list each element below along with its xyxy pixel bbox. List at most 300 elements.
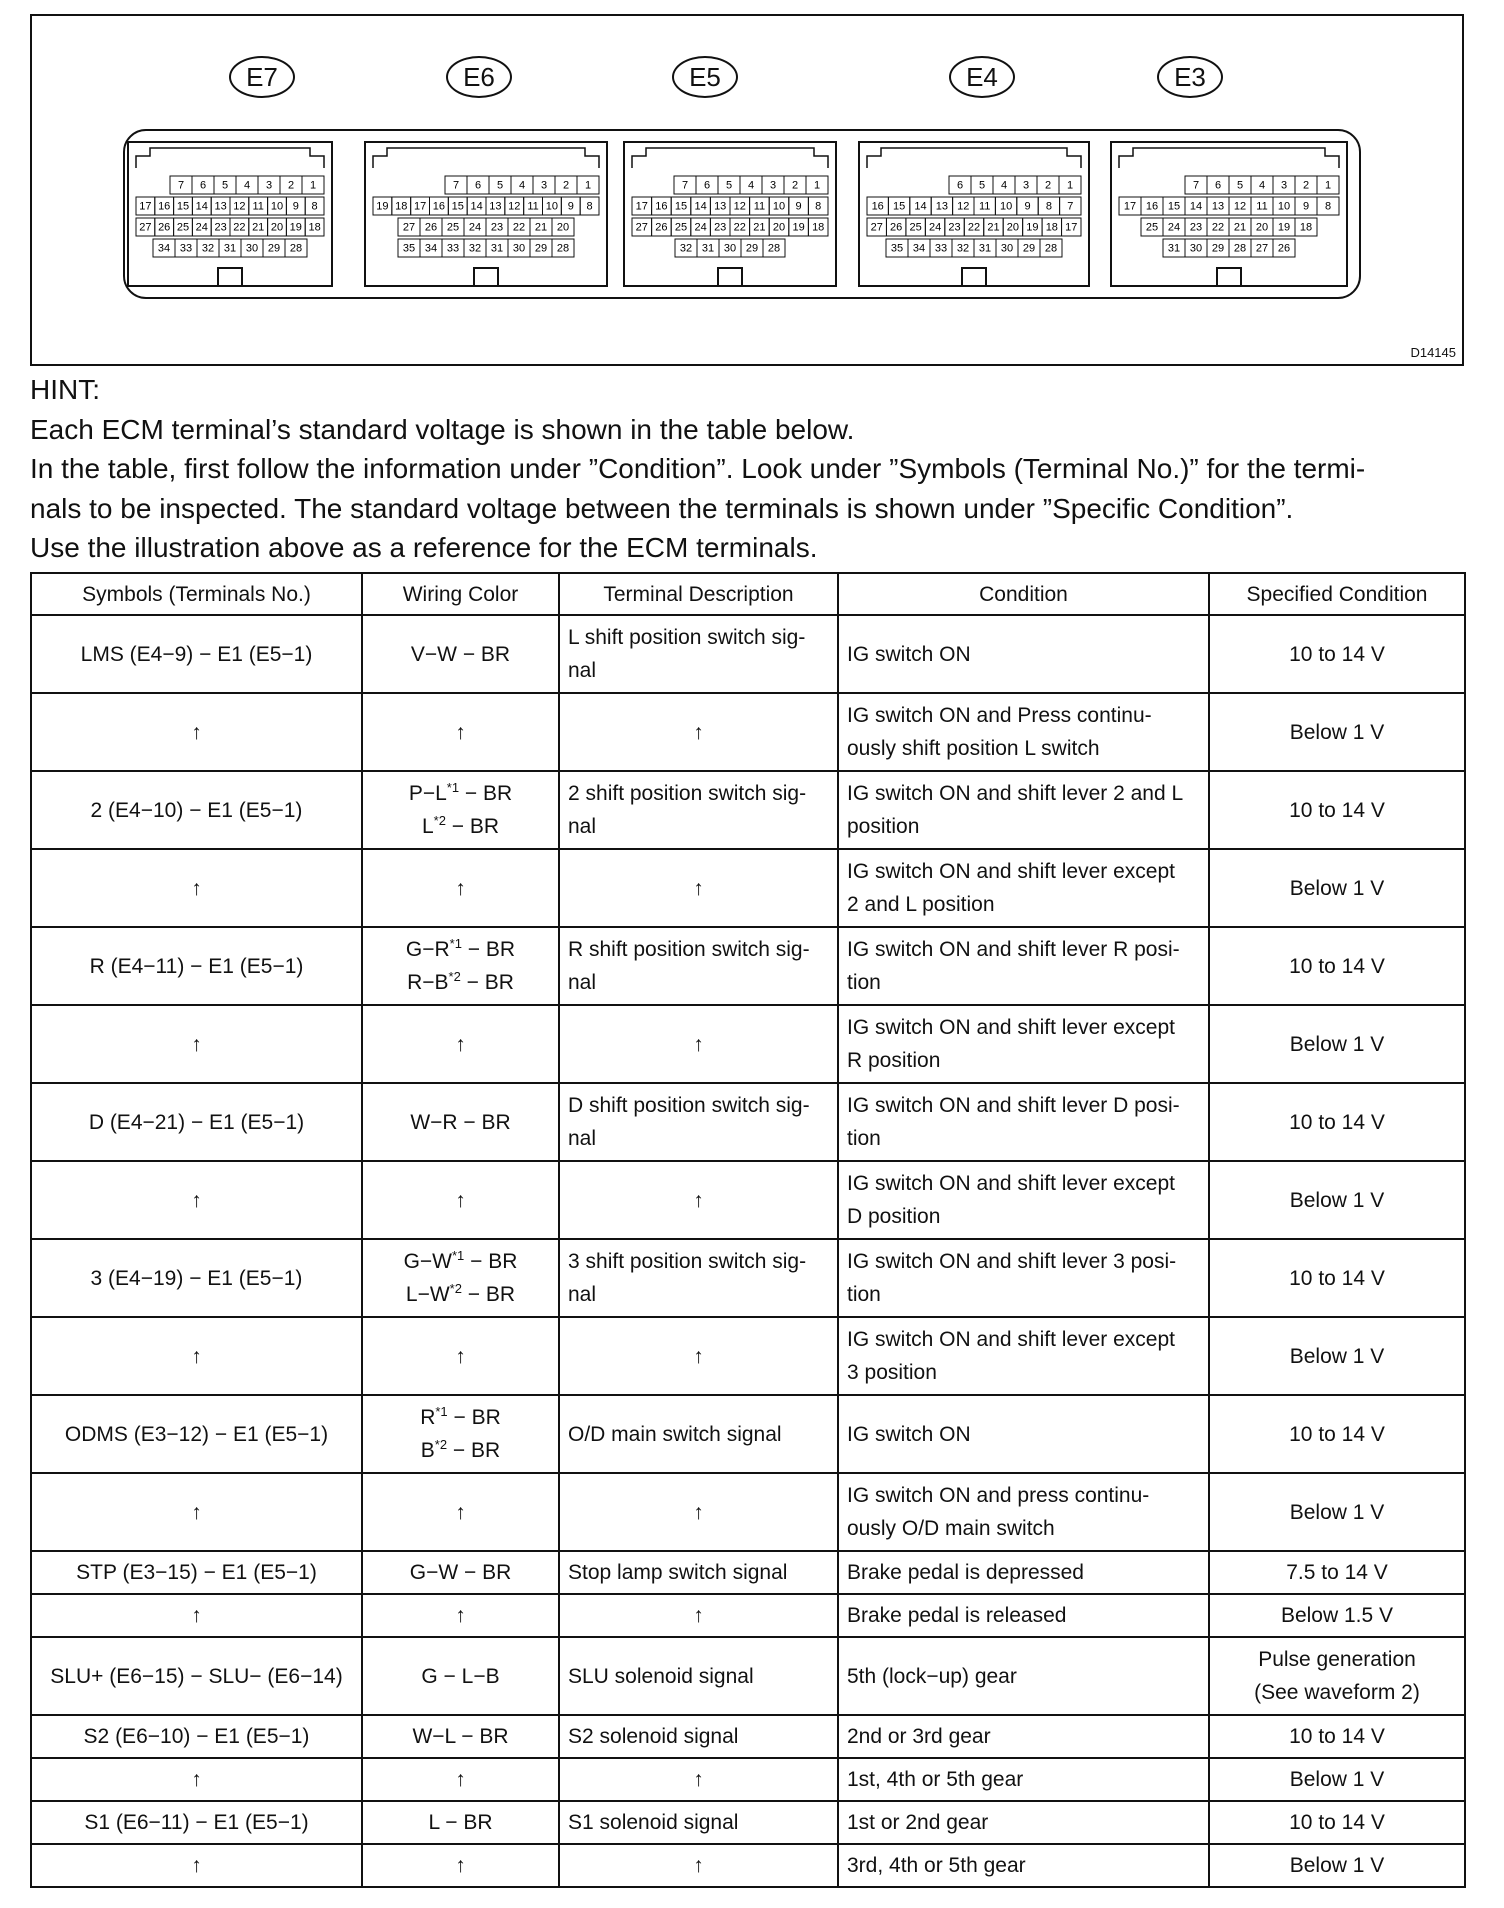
pin-number: 4 <box>1258 179 1266 192</box>
connector-label-e7: E7 <box>229 56 295 98</box>
connector-e4 <box>859 142 1089 286</box>
cell-terminal-description: Stop lamp switch signal <box>559 1551 838 1594</box>
pin-number: 28 <box>767 242 781 255</box>
cell-wiring-color: ↑ <box>362 1758 559 1801</box>
pin-number: 12 <box>508 200 521 213</box>
cell-specified-condition: Below 1 V <box>1209 1317 1465 1395</box>
pin-number: 20 <box>772 221 786 234</box>
cell-symbols: STP (E3−15) − E1 (E5−1) <box>31 1551 362 1594</box>
pin-number: 30 <box>723 242 737 255</box>
cell-symbols: D (E4−21) − E1 (E5−1) <box>31 1083 362 1161</box>
pin-number: 5 <box>978 179 986 192</box>
wiring-color-code: G−R <box>405 938 450 961</box>
pin-number: 10 <box>999 200 1013 213</box>
cell-wiring-color <box>362 1395 559 1473</box>
pin-number: 15 <box>674 200 688 213</box>
pin-number: 19 <box>376 200 389 213</box>
pin-number: 28 <box>289 242 303 255</box>
pin-number: 26 <box>424 221 438 234</box>
pin-number: 21 <box>252 221 265 234</box>
pin-number: 23 <box>714 221 727 234</box>
pin-number: 15 <box>451 200 464 213</box>
pin-number: 9 <box>1302 200 1310 213</box>
table-row <box>31 927 1465 1005</box>
cell-terminal-description: L shift position switch sig- nal <box>559 615 838 693</box>
wiring-footnote-mark: *2 <box>434 1437 448 1452</box>
pin-number: 27 <box>1255 242 1269 255</box>
pin-number: 6 <box>703 179 711 192</box>
pin-number: 8 <box>1324 200 1332 213</box>
cell-condition: IG switch ON and shift lever R posi- tion <box>838 927 1209 1005</box>
cell-condition: 1st or 2nd gear <box>838 1801 1209 1844</box>
table-body <box>31 615 1465 1887</box>
pin-number: 23 <box>1189 221 1203 234</box>
wiring-footnote-mark: *1 <box>452 1248 465 1263</box>
cell-symbols: ↑ <box>31 1473 362 1551</box>
pin-number: 34 <box>424 242 438 255</box>
hint-line-3: nals to be inspected. The standard voltage between the terminals is shown under ”Specific Condition”. <box>30 492 1294 524</box>
pin-number: 8 <box>311 200 318 213</box>
wiring-color-code: P−L <box>408 782 447 805</box>
pin-number: 2 <box>287 179 295 192</box>
wiring-footnote-mark: *1 <box>435 1404 448 1419</box>
cell-condition: IG switch ON and shift lever except 3 position <box>838 1317 1209 1395</box>
pin-number: 20 <box>270 221 284 234</box>
pin-number: 11 <box>527 200 539 213</box>
pin-number: 21 <box>987 221 1000 234</box>
pin-number: 17 <box>413 200 427 213</box>
wiring-ground-code: − BR <box>459 782 513 805</box>
hint-line-4: Use the illustration above as a reference for the ECM terminals. <box>30 532 818 563</box>
cell-wiring-color: W−R − BR <box>362 1083 559 1161</box>
cell-terminal-description: R shift position switch sig- nal <box>559 927 838 1005</box>
cell-symbols: SLU+ (E6−15) − SLU− (E6−14) <box>31 1637 362 1715</box>
cell-condition: IG switch ON and press continu- ously O/D main switch <box>838 1473 1209 1551</box>
pin-number: 27 <box>635 221 648 234</box>
pin-number: 10 <box>1277 200 1291 213</box>
pin-number: 22 <box>233 221 246 234</box>
wiring-ground-code: − BR <box>461 1283 516 1306</box>
wiring-color-code: R <box>420 1406 436 1429</box>
pin-number: 16 <box>1145 200 1159 213</box>
cell-terminal-description: S2 solenoid signal <box>559 1715 838 1758</box>
cell-wiring-color: ↑ <box>362 1317 559 1395</box>
pin-number: 14 <box>1189 200 1203 213</box>
pin-number: 26 <box>890 221 903 234</box>
pin-number: 22 <box>733 221 746 234</box>
pin-number: 20 <box>556 221 570 234</box>
cell-condition: IG switch ON and shift lever D posi- tion <box>838 1083 1209 1161</box>
wiring-ground-code: − BR <box>461 938 516 961</box>
table-row <box>31 693 1465 771</box>
cell-symbols: ↑ <box>31 693 362 771</box>
pin-number: 31 <box>1167 242 1181 255</box>
pin-number: 5 <box>725 179 733 192</box>
pin-number: 29 <box>745 242 759 255</box>
connector-label-e6: E6 <box>446 56 512 98</box>
pin-number: 2 <box>1302 179 1310 192</box>
pin-number: 2 <box>1044 179 1052 192</box>
pin-number: 27 <box>402 221 416 234</box>
table-row <box>31 1005 1465 1083</box>
pin-number: 28 <box>1233 242 1247 255</box>
pin-number: 10 <box>270 200 284 213</box>
wiring-color-code: L−W <box>405 1283 450 1306</box>
cell-specified-condition: 10 to 14 V <box>1209 1801 1465 1844</box>
pin-number: 17 <box>1123 200 1137 213</box>
connector-key-slot <box>718 268 742 286</box>
wiring-footnote-mark: *1 <box>446 780 460 795</box>
cell-condition: IG switch ON and shift lever except D position <box>838 1161 1209 1239</box>
pin-number: 7 <box>177 179 185 192</box>
cell-terminal-description: ↑ <box>559 693 838 771</box>
cell-wiring-color: ↑ <box>362 1594 559 1637</box>
pin-number: 10 <box>545 200 559 213</box>
table-row <box>31 1161 1465 1239</box>
connector-e3 <box>1111 142 1347 286</box>
cell-condition: IG switch ON and shift lever except 2 and L position <box>838 849 1209 927</box>
pin-number: 17 <box>139 200 152 213</box>
cell-specified-condition: 10 to 14 V <box>1209 771 1465 849</box>
cell-condition: IG switch ON and shift lever 3 posi- tion <box>838 1239 1209 1317</box>
pin-number: 4 <box>1000 179 1008 192</box>
pin-number: 19 <box>289 221 302 234</box>
pin-number: 23 <box>490 221 504 234</box>
cell-specified-condition: Below 1 V <box>1209 1758 1465 1801</box>
pin-number: 31 <box>223 242 237 255</box>
cell-wiring-color: G−W − BR <box>362 1551 559 1594</box>
pin-number: 11 <box>1256 200 1268 213</box>
cell-terminal-description: 3 shift position switch sig- nal <box>559 1239 838 1317</box>
pin-number: 14 <box>195 200 208 213</box>
wiring-footnote-mark: *2 <box>449 1281 462 1296</box>
wiring-line-b <box>371 966 550 999</box>
pin-number: 22 <box>1211 221 1225 234</box>
pin-number: 33 <box>446 242 460 255</box>
wiring-line-a <box>371 1245 550 1278</box>
pin-number: 32 <box>679 242 693 255</box>
header-wiring-color: Wiring Color <box>362 573 559 615</box>
pin-number: 29 <box>1022 242 1036 255</box>
pin-number: 5 <box>496 179 504 192</box>
table-row <box>31 1083 1465 1161</box>
wiring-line-a <box>371 1401 550 1434</box>
connector-latch <box>632 148 828 168</box>
cell-specified-condition: 10 to 14 V <box>1209 927 1465 1005</box>
pin-number: 6 <box>474 179 482 192</box>
cell-symbols: 3 (E4−19) − E1 (E5−1) <box>31 1239 362 1317</box>
pin-number: 31 <box>701 242 715 255</box>
pin-number: 24 <box>694 221 707 234</box>
pin-number: 3 <box>540 179 548 192</box>
cell-specified-condition: Below 1 V <box>1209 1473 1465 1551</box>
pin-number: 27 <box>139 221 152 234</box>
pin-number: 23 <box>214 221 227 234</box>
table-row <box>31 1239 1465 1317</box>
cell-terminal-description: ↑ <box>559 1844 838 1887</box>
pin-number: 7 <box>1067 200 1074 213</box>
pin-number: 20 <box>1255 221 1269 234</box>
cell-wiring-color: W−L − BR <box>362 1715 559 1758</box>
connector-key-slot <box>962 268 986 286</box>
cell-symbols: S1 (E6−11) − E1 (E5−1) <box>31 1801 362 1844</box>
pin-number: 21 <box>534 221 548 234</box>
pin-number: 29 <box>267 242 281 255</box>
cell-wiring-color: ↑ <box>362 849 559 927</box>
pin-number: 9 <box>1024 200 1031 213</box>
cell-condition: IG switch ON <box>838 615 1209 693</box>
wiring-color-code: G−W <box>403 1250 452 1273</box>
cell-symbols: ↑ <box>31 1594 362 1637</box>
cell-specified-condition: Pulse generation (See waveform 2) <box>1209 1637 1465 1715</box>
wiring-color-code: R−B <box>407 971 449 994</box>
table-row <box>31 615 1465 693</box>
cell-terminal-description: ↑ <box>559 849 838 927</box>
cell-condition: 5th (lock−up) gear <box>838 1637 1209 1715</box>
pin-number: 12 <box>957 200 970 213</box>
cell-specified-condition: 10 to 14 V <box>1209 1083 1465 1161</box>
pin-number: 25 <box>909 221 922 234</box>
pin-number: 9 <box>795 200 802 213</box>
connector-latch <box>373 148 599 168</box>
pin-number: 21 <box>753 221 766 234</box>
pin-number: 7 <box>681 179 689 192</box>
cell-terminal-description: ↑ <box>559 1317 838 1395</box>
hint-section <box>30 370 1470 568</box>
cell-wiring-color <box>362 927 559 1005</box>
pin-number: 2 <box>791 179 799 192</box>
pin-number: 12 <box>1233 200 1247 213</box>
cell-symbols: ODMS (E3−12) − E1 (E5−1) <box>31 1395 362 1473</box>
cell-symbols: ↑ <box>31 1844 362 1887</box>
pin-number: 23 <box>948 221 961 234</box>
header-terminal-description: Terminal Description <box>559 573 838 615</box>
pin-number: 11 <box>978 200 991 213</box>
cell-symbols: ↑ <box>31 1161 362 1239</box>
pin-number: 24 <box>468 221 482 234</box>
pin-number: 25 <box>1145 221 1159 234</box>
header-condition: Condition <box>838 573 1209 615</box>
pin-number: 4 <box>747 179 755 192</box>
table-row <box>31 1317 1465 1395</box>
pin-number: 19 <box>1026 221 1039 234</box>
cell-specified-condition: Below 1 V <box>1209 693 1465 771</box>
pin-number: 10 <box>772 200 786 213</box>
table-row <box>31 1844 1465 1887</box>
connector-label-e4: E4 <box>949 56 1015 98</box>
table-row <box>31 1758 1465 1801</box>
cell-condition: Brake pedal is depressed <box>838 1551 1209 1594</box>
pin-number: 26 <box>1277 242 1291 255</box>
cell-terminal-description: ↑ <box>559 1594 838 1637</box>
wiring-color-code: L <box>421 815 434 838</box>
pin-number: 25 <box>446 221 460 234</box>
cell-condition: 2nd or 3rd gear <box>838 1715 1209 1758</box>
cell-symbols: ↑ <box>31 1005 362 1083</box>
pin-number: 1 <box>813 179 821 192</box>
cell-wiring-color <box>362 1239 559 1317</box>
pin-number: 5 <box>1236 179 1244 192</box>
connector-label-e5: E5 <box>672 56 738 98</box>
cell-wiring-color: ↑ <box>362 1005 559 1083</box>
connector-key-slot <box>218 268 242 286</box>
connector-e6 <box>365 142 607 286</box>
cell-specified-condition: 10 to 14 V <box>1209 1715 1465 1758</box>
pin-number: 19 <box>792 221 805 234</box>
cell-wiring-color: L − BR <box>362 1801 559 1844</box>
pin-number: 30 <box>512 242 526 255</box>
pin-number: 6 <box>199 179 207 192</box>
pin-number: 35 <box>402 242 416 255</box>
pin-number: 28 <box>1044 242 1058 255</box>
cell-symbols: LMS (E4−9) − E1 (E5−1) <box>31 615 362 693</box>
cell-specified-condition: Below 1 V <box>1209 1844 1465 1887</box>
pin-number: 16 <box>655 200 668 213</box>
pin-number: 8 <box>1045 200 1052 213</box>
pin-number: 19 <box>1277 221 1291 234</box>
pin-number: 15 <box>176 200 190 213</box>
pin-number: 1 <box>309 179 317 192</box>
pin-number: 1 <box>1324 179 1332 192</box>
hint-line-2: In the table, first follow the information under ”Condition”. Look under ”Symbols (Terminal No.)” for the termi- <box>30 453 1366 484</box>
pin-number: 13 <box>1211 200 1225 213</box>
pin-number: 7 <box>1192 179 1200 192</box>
pin-number: 4 <box>243 179 251 192</box>
pin-number: 3 <box>265 179 273 192</box>
wiring-ground-code: − BR <box>445 815 500 838</box>
table-row <box>31 1801 1465 1844</box>
cell-specified-condition: Below 1 V <box>1209 1005 1465 1083</box>
table-row <box>31 1637 1465 1715</box>
pin-number: 25 <box>176 221 190 234</box>
pin-number: 14 <box>914 200 927 213</box>
table-row <box>31 771 1465 849</box>
pin-number: 34 <box>157 242 171 255</box>
table-row <box>31 1715 1465 1758</box>
cell-condition: IG switch ON and shift lever except R position <box>838 1005 1209 1083</box>
cell-condition: Brake pedal is released <box>838 1594 1209 1637</box>
cell-symbols: R (E4−11) − E1 (E5−1) <box>31 927 362 1005</box>
wiring-ground-code: − BR <box>447 1439 501 1462</box>
pin-number: 11 <box>252 200 264 213</box>
pin-number: 33 <box>179 242 193 255</box>
pin-number: 29 <box>534 242 548 255</box>
pin-number: 16 <box>871 200 884 213</box>
pin-number: 15 <box>1167 200 1181 213</box>
cell-specified-condition: 7.5 to 14 V <box>1209 1551 1465 1594</box>
cell-terminal-description: D shift position switch sig- nal <box>559 1083 838 1161</box>
connector-key-slot <box>1217 268 1241 286</box>
pin-number: 18 <box>1299 221 1313 234</box>
wiring-ground-code: − BR <box>460 971 514 994</box>
cell-condition: 3rd, 4th or 5th gear <box>838 1844 1209 1887</box>
cell-wiring-color: ↑ <box>362 1844 559 1887</box>
pin-number: 9 <box>567 200 574 213</box>
cell-symbols: 2 (E4−10) − E1 (E5−1) <box>31 771 362 849</box>
wiring-footnote-mark: *2 <box>448 969 461 984</box>
pin-number: 4 <box>518 179 526 192</box>
cell-specified-condition: 10 to 14 V <box>1209 615 1465 693</box>
pin-number: 6 <box>956 179 964 192</box>
table-header-row <box>31 573 1465 615</box>
pin-number: 17 <box>635 200 648 213</box>
pin-number: 1 <box>584 179 592 192</box>
pin-number: 18 <box>1045 221 1058 234</box>
pin-number: 34 <box>912 242 926 255</box>
pin-number: 25 <box>674 221 688 234</box>
pin-number: 31 <box>978 242 992 255</box>
header-specified-condition: Specified Condition <box>1209 573 1465 615</box>
cell-wiring-color: ↑ <box>362 1473 559 1551</box>
cell-terminal-description: O/D main switch signal <box>559 1395 838 1473</box>
pin-number: 28 <box>556 242 570 255</box>
pin-number: 3 <box>1022 179 1030 192</box>
pin-number: 16 <box>432 200 446 213</box>
pin-number: 18 <box>395 200 408 213</box>
ecm-connector-figure <box>30 14 1464 366</box>
pin-number: 2 <box>562 179 570 192</box>
cell-symbols: ↑ <box>31 849 362 927</box>
cell-condition: IG switch ON and Press continu- ously shift position L switch <box>838 693 1209 771</box>
pin-number: 3 <box>1280 179 1288 192</box>
cell-terminal-description: S1 solenoid signal <box>559 1801 838 1844</box>
cell-wiring-color: G − L−B <box>362 1637 559 1715</box>
cell-wiring-color: V−W − BR <box>362 615 559 693</box>
wiring-color-code: B <box>420 1439 435 1462</box>
terminal-voltage-table <box>30 572 1466 1888</box>
table-row <box>31 1594 1465 1637</box>
pin-number: 3 <box>769 179 777 192</box>
cell-wiring-color: ↑ <box>362 1161 559 1239</box>
pin-number: 12 <box>233 200 246 213</box>
cell-condition: 1st, 4th or 5th gear <box>838 1758 1209 1801</box>
hint-line-1: Each ECM terminal’s standard voltage is shown in the table below. <box>30 413 855 445</box>
pin-number: 30 <box>1000 242 1014 255</box>
table-row <box>31 1395 1465 1473</box>
pin-number: 12 <box>733 200 746 213</box>
pin-number: 8 <box>815 200 822 213</box>
wiring-line-b <box>371 1434 550 1467</box>
cell-specified-condition: Below 1 V <box>1209 849 1465 927</box>
wiring-footnote-mark: *2 <box>433 813 446 828</box>
cell-condition: IG switch ON and shift lever 2 and L position <box>838 771 1209 849</box>
cell-terminal-description: ↑ <box>559 1161 838 1239</box>
cell-specified-condition: 10 to 14 V <box>1209 1239 1465 1317</box>
pin-number: 33 <box>934 242 948 255</box>
cell-terminal-description: ↑ <box>559 1473 838 1551</box>
pin-number: 13 <box>214 200 227 213</box>
pin-number: 14 <box>470 200 483 213</box>
pin-number: 32 <box>468 242 482 255</box>
pin-number: 13 <box>935 200 949 213</box>
pin-number: 30 <box>245 242 259 255</box>
pin-number: 32 <box>201 242 215 255</box>
header-symbols: Symbols (Terminals No.) <box>31 573 362 615</box>
wiring-line-b <box>371 1278 550 1311</box>
pin-number: 26 <box>158 221 171 234</box>
pin-number: 13 <box>489 200 502 213</box>
hint-title: HINT: <box>30 374 100 405</box>
pin-number: 35 <box>890 242 904 255</box>
pin-number: 16 <box>158 200 171 213</box>
wiring-ground-code: − BR <box>464 1250 518 1273</box>
pin-number: 8 <box>586 200 593 213</box>
figure-id: D14145 <box>1410 345 1456 360</box>
pin-number: 32 <box>956 242 970 255</box>
connector-label-e3: E3 <box>1157 56 1223 98</box>
wiring-line-a <box>371 777 550 810</box>
cell-terminal-description: ↑ <box>559 1758 838 1801</box>
